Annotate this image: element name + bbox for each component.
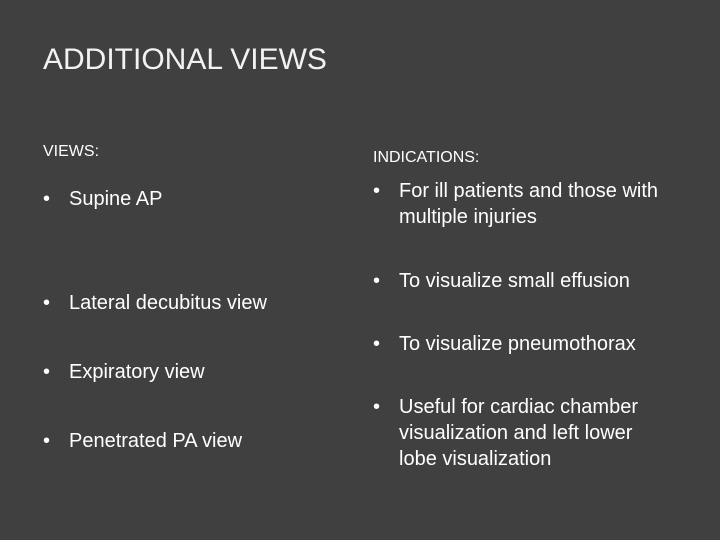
view-item: [43, 186, 333, 212]
indication-item: [373, 331, 673, 357]
indication-item: [373, 394, 673, 472]
bullet-marker: •: [373, 180, 381, 202]
indication-item-label: For ill patients and those with multiple injuries: [399, 180, 659, 228]
bullet-marker: •: [43, 361, 51, 383]
bullet-marker: •: [43, 292, 51, 314]
indication-item-label: To visualize small effusion: [399, 270, 630, 292]
bullet-marker: •: [373, 396, 381, 418]
slide-title: ADDITIONAL VIEWS: [43, 43, 327, 76]
view-item: [43, 359, 333, 385]
bullet-marker: •: [43, 188, 51, 210]
indication-item: [373, 178, 673, 230]
indication-item-label: To visualize pneumothorax: [399, 333, 636, 355]
indications-heading: INDICATIONS:: [373, 149, 480, 166]
view-item: [43, 290, 333, 316]
bullet-marker: •: [43, 430, 51, 452]
view-item-label: Supine AP: [69, 188, 163, 210]
views-heading: VIEWS:: [43, 143, 100, 160]
view-item-label: Expiratory view: [69, 361, 205, 383]
indication-item: [373, 268, 673, 294]
view-item: [43, 428, 333, 454]
bullet-marker: •: [373, 333, 381, 355]
view-item-label: Penetrated PA view: [69, 430, 243, 452]
bullet-marker: •: [373, 270, 381, 292]
indication-item-label: Useful for cardiac chamber visualization and left lower lobe visualization: [399, 396, 638, 470]
view-item-label: Lateral decubitus view: [69, 292, 267, 314]
